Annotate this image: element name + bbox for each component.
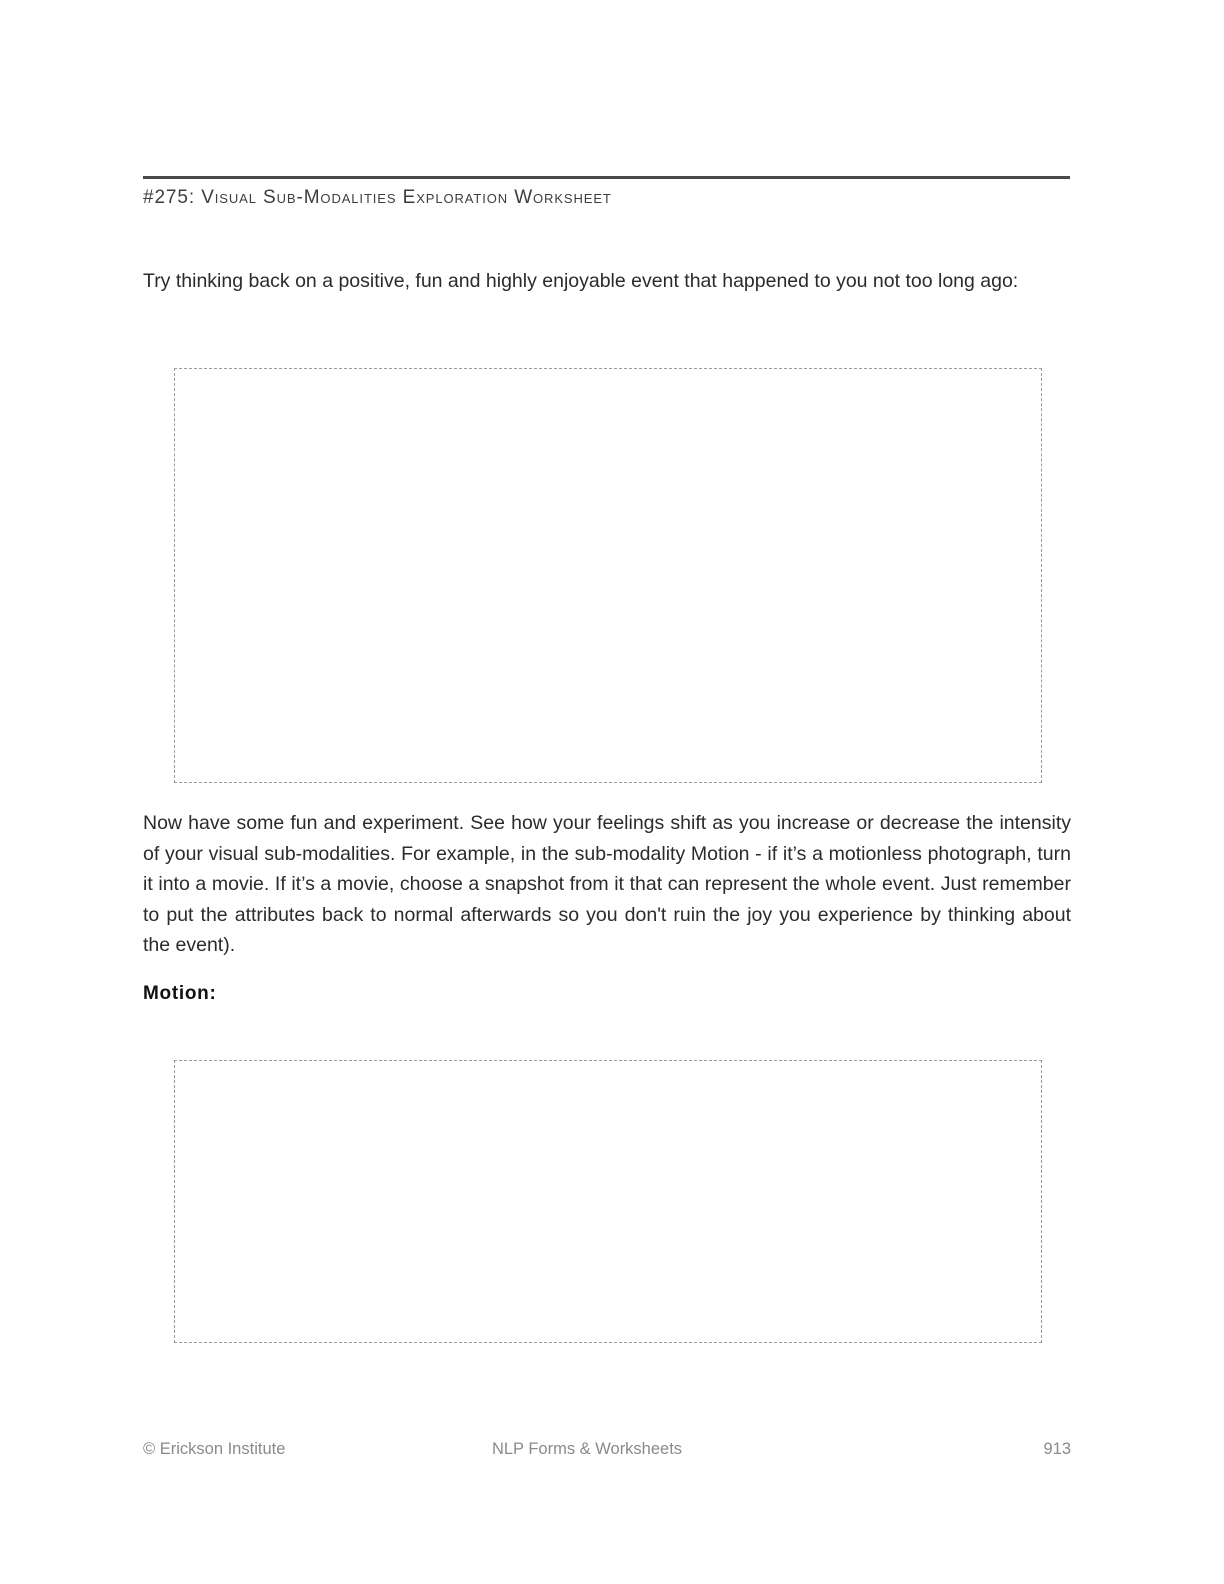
header-divider-rule <box>143 176 1070 179</box>
section-label-motion: Motion: <box>143 983 217 1004</box>
footer-copyright: © Erickson Institute <box>143 1440 286 1458</box>
intro-paragraph: Try thinking back on a positive, fun and highly enjoyable event that happened to you not too long ago: <box>143 270 1019 292</box>
page-footer <box>143 1436 1071 1462</box>
footer-page-number: 913 <box>1043 1440 1071 1458</box>
answer-box-event-recall[interactable] <box>174 368 1042 783</box>
answer-box-motion[interactable] <box>174 1060 1042 1343</box>
footer-document-title: NLP Forms & Worksheets <box>491 1440 683 1458</box>
instructions-paragraph: Now have some fun and experiment. See how your feelings shift as you increase or decrease the intensity of your visual sub-modalities. For example, in the sub-modality Motion - if it’s a motionless photograph, turn it into a movie. If it’s a movie, choose a snapshot from it that can represent the whole event. Just remember to put the attributes back to normal afterwards so you don't ruin the joy you experience by thinking about the event). <box>143 812 1071 956</box>
page-title: #275: Visual Sub-Modalities Exploration Worksheet <box>143 187 612 208</box>
